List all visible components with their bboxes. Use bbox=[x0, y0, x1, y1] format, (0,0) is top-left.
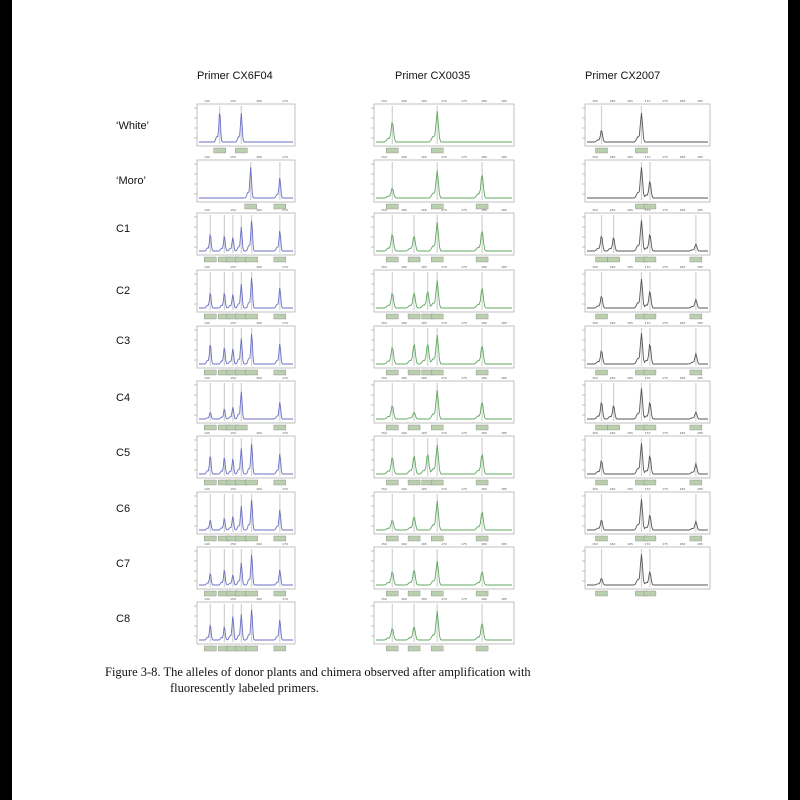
tick-label: 170 bbox=[282, 542, 288, 546]
allele-label-box bbox=[690, 314, 702, 319]
tick-label: 170 bbox=[441, 542, 447, 546]
allele-label-box bbox=[204, 536, 216, 541]
tick-label: 170 bbox=[282, 487, 288, 491]
tick-label: 160 bbox=[401, 542, 407, 546]
tick-label: 165 bbox=[421, 321, 427, 325]
allele-label-box bbox=[476, 591, 488, 596]
tick-label: 150 bbox=[381, 487, 387, 491]
allele-label-box bbox=[644, 591, 656, 596]
allele-label-box bbox=[644, 370, 656, 375]
allele-label-box bbox=[431, 536, 443, 541]
tick-label: 160 bbox=[401, 265, 407, 269]
tick-label: 150 bbox=[381, 99, 387, 103]
allele-label-box bbox=[644, 314, 656, 319]
allele-label-box bbox=[214, 148, 226, 153]
tick-label: 170 bbox=[282, 265, 288, 269]
allele-label-box bbox=[246, 370, 258, 375]
tick-label: 165 bbox=[421, 265, 427, 269]
tick-label: 175 bbox=[461, 99, 467, 103]
tick-label: 160 bbox=[256, 487, 262, 491]
tick-label: 180 bbox=[679, 431, 686, 435]
panel-frame bbox=[197, 104, 295, 146]
tick-label: 180 bbox=[679, 321, 686, 325]
tick-label: 170 bbox=[441, 99, 447, 103]
allele-label-box bbox=[476, 257, 488, 262]
allele-label-box bbox=[431, 370, 443, 375]
tick-label: 185 bbox=[697, 376, 703, 380]
tick-label: 170 bbox=[282, 99, 288, 103]
allele-label-box bbox=[408, 646, 420, 651]
tick-label: 170 bbox=[644, 376, 651, 380]
allele-label-box bbox=[476, 370, 488, 375]
tick-label: 170 bbox=[282, 155, 288, 159]
tick-label: 150 bbox=[592, 431, 598, 435]
allele-label-box bbox=[386, 591, 398, 596]
tick-label: 165 bbox=[627, 542, 633, 546]
tick-label: 180 bbox=[481, 376, 487, 380]
panel-frame bbox=[374, 160, 514, 202]
tick-label: 170 bbox=[644, 265, 651, 269]
tick-label: 160 bbox=[609, 321, 616, 325]
tick-label: 160 bbox=[401, 376, 407, 380]
tick-label: 165 bbox=[627, 99, 633, 103]
tick-label: 180 bbox=[481, 487, 487, 491]
allele-label-box bbox=[596, 314, 608, 319]
column-title-cx2007: Primer CX2007 bbox=[585, 70, 661, 82]
tick-label: 175 bbox=[461, 376, 467, 380]
allele-label-box bbox=[408, 257, 420, 262]
allele-label-box bbox=[431, 257, 443, 262]
electropherogram-figure bbox=[12, 0, 788, 660]
tick-label: 175 bbox=[461, 208, 467, 212]
tick-label: 160 bbox=[256, 597, 262, 601]
tick-label: 170 bbox=[644, 155, 651, 159]
tick-label: 150 bbox=[230, 155, 236, 159]
tick-label: 150 bbox=[381, 321, 387, 325]
tick-label: 185 bbox=[501, 542, 507, 546]
tick-label: 185 bbox=[697, 99, 703, 103]
allele-label-box bbox=[204, 370, 216, 375]
allele-label-box bbox=[386, 148, 398, 153]
allele-label-box bbox=[431, 591, 443, 596]
tick-label: 140 bbox=[204, 208, 210, 212]
tick-label: 175 bbox=[461, 155, 467, 159]
tick-label: 180 bbox=[679, 208, 686, 212]
caption-line-2: fluorescently labeled primers. bbox=[170, 681, 319, 695]
allele-label-box bbox=[431, 646, 443, 651]
allele-label-box bbox=[386, 314, 398, 319]
allele-label-box bbox=[274, 646, 286, 651]
tick-label: 140 bbox=[204, 376, 210, 380]
tick-label: 140 bbox=[204, 542, 210, 546]
tick-label: 170 bbox=[441, 597, 447, 601]
tick-label: 170 bbox=[441, 321, 447, 325]
allele-label-box bbox=[246, 257, 258, 262]
allele-label-box bbox=[476, 536, 488, 541]
allele-label-box bbox=[246, 536, 258, 541]
allele-label-box bbox=[690, 370, 702, 375]
tick-label: 150 bbox=[381, 265, 387, 269]
allele-label-box bbox=[246, 314, 258, 319]
tick-label: 185 bbox=[501, 321, 507, 325]
allele-label-box bbox=[408, 480, 420, 485]
allele-label-box bbox=[690, 257, 702, 262]
allele-label-box bbox=[386, 204, 398, 209]
row-label-c3: C3 bbox=[116, 335, 131, 347]
tick-label: 160 bbox=[609, 376, 616, 380]
tick-label: 175 bbox=[662, 487, 668, 491]
allele-label-box bbox=[274, 536, 286, 541]
allele-label-box bbox=[476, 425, 488, 430]
tick-label: 160 bbox=[609, 265, 616, 269]
allele-label-box bbox=[431, 425, 443, 430]
allele-label-box bbox=[235, 425, 247, 430]
tick-label: 175 bbox=[461, 542, 467, 546]
tick-label: 165 bbox=[627, 155, 633, 159]
tick-label: 150 bbox=[381, 597, 387, 601]
tick-label: 185 bbox=[501, 597, 507, 601]
tick-label: 185 bbox=[501, 99, 507, 103]
tick-label: 160 bbox=[401, 208, 407, 212]
allele-label-box bbox=[408, 370, 420, 375]
column-title-cx6f04: Primer CX6F04 bbox=[197, 70, 273, 82]
tick-label: 185 bbox=[501, 208, 507, 212]
allele-label-box bbox=[386, 370, 398, 375]
tick-label: 160 bbox=[256, 99, 262, 103]
allele-label-box bbox=[476, 646, 488, 651]
allele-label-box bbox=[408, 591, 420, 596]
tick-label: 175 bbox=[461, 265, 467, 269]
tick-label: 160 bbox=[609, 487, 616, 491]
tick-label: 140 bbox=[204, 597, 210, 601]
tick-label: 160 bbox=[256, 265, 262, 269]
tick-label: 150 bbox=[230, 376, 236, 380]
tick-label: 150 bbox=[381, 208, 387, 212]
tick-label: 140 bbox=[204, 431, 210, 435]
allele-label-box bbox=[431, 314, 443, 319]
allele-label-box bbox=[274, 480, 286, 485]
tick-label: 180 bbox=[679, 487, 686, 491]
row-label-c5: C5 bbox=[116, 447, 131, 459]
row-label-c6: C6 bbox=[116, 503, 131, 515]
allele-label-box bbox=[204, 591, 216, 596]
tick-label: 185 bbox=[697, 155, 703, 159]
tick-label: 170 bbox=[644, 321, 651, 325]
tick-label: 180 bbox=[679, 155, 686, 159]
tick-label: 170 bbox=[441, 376, 447, 380]
tick-label: 180 bbox=[679, 265, 686, 269]
tick-label: 160 bbox=[256, 321, 262, 325]
allele-label-box bbox=[386, 425, 398, 430]
tick-label: 165 bbox=[421, 597, 427, 601]
tick-label: 160 bbox=[256, 208, 262, 212]
allele-label-box bbox=[408, 314, 420, 319]
allele-label-box bbox=[204, 257, 216, 262]
tick-label: 185 bbox=[501, 155, 507, 159]
row-label-c1: C1 bbox=[116, 223, 131, 235]
tick-label: 165 bbox=[627, 487, 633, 491]
tick-label: 160 bbox=[401, 155, 407, 159]
tick-label: 170 bbox=[644, 542, 651, 546]
allele-label-box bbox=[204, 480, 216, 485]
tick-label: 170 bbox=[644, 208, 651, 212]
tick-label: 160 bbox=[609, 99, 616, 103]
tick-label: 160 bbox=[256, 376, 262, 380]
tick-label: 180 bbox=[481, 99, 487, 103]
tick-label: 165 bbox=[421, 487, 427, 491]
tick-label: 175 bbox=[662, 376, 668, 380]
tick-label: 160 bbox=[401, 99, 407, 103]
tick-label: 175 bbox=[461, 431, 467, 435]
tick-label: 170 bbox=[441, 487, 447, 491]
allele-label-box bbox=[608, 425, 620, 430]
tick-label: 175 bbox=[461, 321, 467, 325]
tick-label: 165 bbox=[627, 376, 633, 380]
tick-label: 170 bbox=[282, 597, 288, 601]
tick-label: 150 bbox=[230, 431, 236, 435]
allele-label-box bbox=[274, 370, 286, 375]
tick-label: 150 bbox=[592, 376, 598, 380]
tick-label: 185 bbox=[697, 265, 703, 269]
tick-label: 180 bbox=[481, 155, 487, 159]
allele-label-box bbox=[204, 314, 216, 319]
tick-label: 160 bbox=[401, 321, 407, 325]
allele-label-box bbox=[596, 480, 608, 485]
allele-label-box bbox=[596, 370, 608, 375]
allele-label-box bbox=[476, 480, 488, 485]
tick-label: 165 bbox=[627, 321, 633, 325]
tick-label: 140 bbox=[204, 487, 210, 491]
tick-label: 160 bbox=[609, 155, 616, 159]
allele-label-box bbox=[690, 480, 702, 485]
tick-label: 170 bbox=[644, 99, 651, 103]
tick-label: 180 bbox=[679, 99, 686, 103]
tick-label: 170 bbox=[282, 376, 288, 380]
row-label-c4: C4 bbox=[116, 392, 131, 404]
tick-label: 170 bbox=[441, 431, 447, 435]
allele-label-box bbox=[408, 536, 420, 541]
tick-label: 185 bbox=[697, 321, 703, 325]
allele-label-box bbox=[596, 148, 608, 153]
tick-label: 150 bbox=[381, 542, 387, 546]
tick-label: 175 bbox=[662, 265, 668, 269]
tick-label: 150 bbox=[230, 208, 236, 212]
tick-label: 150 bbox=[230, 321, 236, 325]
tick-label: 175 bbox=[461, 487, 467, 491]
tick-label: 170 bbox=[644, 487, 651, 491]
allele-label-box bbox=[246, 480, 258, 485]
tick-label: 140 bbox=[204, 321, 210, 325]
allele-label-box bbox=[235, 148, 247, 153]
allele-label-box bbox=[204, 646, 216, 651]
allele-label-box bbox=[608, 257, 620, 262]
tick-label: 175 bbox=[662, 431, 668, 435]
allele-label-box bbox=[274, 425, 286, 430]
tick-label: 170 bbox=[282, 208, 288, 212]
tick-label: 175 bbox=[662, 99, 668, 103]
tick-label: 180 bbox=[481, 321, 487, 325]
tick-label: 150 bbox=[592, 155, 598, 159]
panel-frame bbox=[585, 160, 710, 202]
tick-label: 180 bbox=[481, 265, 487, 269]
row-label-c7: C7 bbox=[116, 558, 131, 570]
allele-label-box bbox=[644, 536, 656, 541]
tick-label: 175 bbox=[662, 208, 668, 212]
tick-label: 150 bbox=[592, 542, 598, 546]
tick-label: 160 bbox=[256, 431, 262, 435]
tick-label: 150 bbox=[592, 265, 598, 269]
tick-label: 150 bbox=[592, 487, 598, 491]
tick-label: 170 bbox=[441, 265, 447, 269]
allele-label-box bbox=[274, 314, 286, 319]
tick-label: 150 bbox=[592, 208, 598, 212]
tick-label: 150 bbox=[381, 155, 387, 159]
allele-label-box bbox=[386, 646, 398, 651]
tick-label: 160 bbox=[401, 597, 407, 601]
allele-label-box bbox=[690, 536, 702, 541]
allele-label-box bbox=[274, 257, 286, 262]
allele-label-box bbox=[596, 591, 608, 596]
tick-label: 165 bbox=[421, 542, 427, 546]
row-label-moro: ‘Moro’ bbox=[116, 175, 146, 187]
tick-label: 180 bbox=[679, 542, 686, 546]
tick-label: 165 bbox=[421, 155, 427, 159]
tick-label: 185 bbox=[501, 265, 507, 269]
allele-label-box bbox=[644, 257, 656, 262]
tick-label: 160 bbox=[609, 431, 616, 435]
tick-label: 170 bbox=[441, 208, 447, 212]
tick-label: 180 bbox=[679, 376, 686, 380]
tick-label: 175 bbox=[662, 542, 668, 546]
tick-label: 160 bbox=[256, 155, 262, 159]
tick-label: 180 bbox=[481, 542, 487, 546]
row-label-c2: C2 bbox=[116, 285, 131, 297]
panel-frame bbox=[374, 492, 514, 534]
tick-label: 165 bbox=[421, 99, 427, 103]
tick-label: 185 bbox=[697, 487, 703, 491]
tick-label: 170 bbox=[644, 431, 651, 435]
tick-label: 140 bbox=[204, 99, 210, 103]
allele-label-box bbox=[246, 591, 258, 596]
tick-label: 165 bbox=[627, 265, 633, 269]
tick-label: 150 bbox=[230, 487, 236, 491]
tick-label: 150 bbox=[592, 99, 598, 103]
tick-label: 165 bbox=[421, 376, 427, 380]
tick-label: 160 bbox=[256, 542, 262, 546]
tick-label: 185 bbox=[697, 208, 703, 212]
tick-label: 180 bbox=[481, 431, 487, 435]
tick-label: 175 bbox=[461, 597, 467, 601]
tick-label: 170 bbox=[282, 321, 288, 325]
tick-label: 185 bbox=[501, 376, 507, 380]
tick-label: 185 bbox=[501, 431, 507, 435]
row-label-c8: C8 bbox=[116, 613, 131, 625]
tick-label: 165 bbox=[421, 431, 427, 435]
figure-caption bbox=[105, 664, 665, 696]
tick-label: 150 bbox=[381, 376, 387, 380]
tick-label: 150 bbox=[592, 321, 598, 325]
tick-label: 160 bbox=[401, 431, 407, 435]
tick-label: 185 bbox=[697, 542, 703, 546]
tick-label: 150 bbox=[230, 542, 236, 546]
tick-label: 150 bbox=[230, 265, 236, 269]
allele-label-box bbox=[386, 257, 398, 262]
tick-label: 150 bbox=[230, 597, 236, 601]
tick-label: 160 bbox=[609, 542, 616, 546]
tick-label: 175 bbox=[662, 155, 668, 159]
tick-label: 175 bbox=[662, 321, 668, 325]
allele-label-box bbox=[386, 536, 398, 541]
tick-label: 170 bbox=[282, 431, 288, 435]
allele-label-box bbox=[408, 425, 420, 430]
allele-label-box bbox=[596, 257, 608, 262]
tick-label: 180 bbox=[481, 208, 487, 212]
allele-label-box bbox=[644, 425, 656, 430]
allele-label-box bbox=[635, 148, 647, 153]
tick-label: 185 bbox=[697, 431, 703, 435]
allele-label-box bbox=[204, 425, 216, 430]
tick-label: 170 bbox=[441, 155, 447, 159]
tick-label: 165 bbox=[627, 208, 633, 212]
allele-label-box bbox=[245, 204, 257, 209]
tick-label: 165 bbox=[421, 208, 427, 212]
tick-label: 160 bbox=[401, 487, 407, 491]
allele-label-box bbox=[596, 425, 608, 430]
allele-label-box bbox=[431, 148, 443, 153]
tick-label: 150 bbox=[381, 431, 387, 435]
tick-label: 140 bbox=[204, 265, 210, 269]
allele-label-box bbox=[596, 536, 608, 541]
allele-label-box bbox=[246, 646, 258, 651]
tick-label: 180 bbox=[481, 597, 487, 601]
allele-label-box bbox=[476, 314, 488, 319]
column-title-cx0035: Primer CX0035 bbox=[395, 70, 471, 82]
tick-label: 185 bbox=[501, 487, 507, 491]
tick-label: 165 bbox=[627, 431, 633, 435]
tick-label: 150 bbox=[230, 99, 236, 103]
allele-label-box bbox=[274, 591, 286, 596]
allele-label-box bbox=[644, 480, 656, 485]
allele-label-box bbox=[386, 480, 398, 485]
row-label-white: ‘White’ bbox=[116, 120, 150, 132]
document-page bbox=[12, 0, 788, 800]
allele-label-box bbox=[690, 425, 702, 430]
tick-label: 140 bbox=[204, 155, 210, 159]
allele-label-box bbox=[431, 480, 443, 485]
caption-line-1: Figure 3-8. The alleles of donor plants and chimera observed after amplification with bbox=[105, 665, 531, 679]
tick-label: 160 bbox=[609, 208, 616, 212]
